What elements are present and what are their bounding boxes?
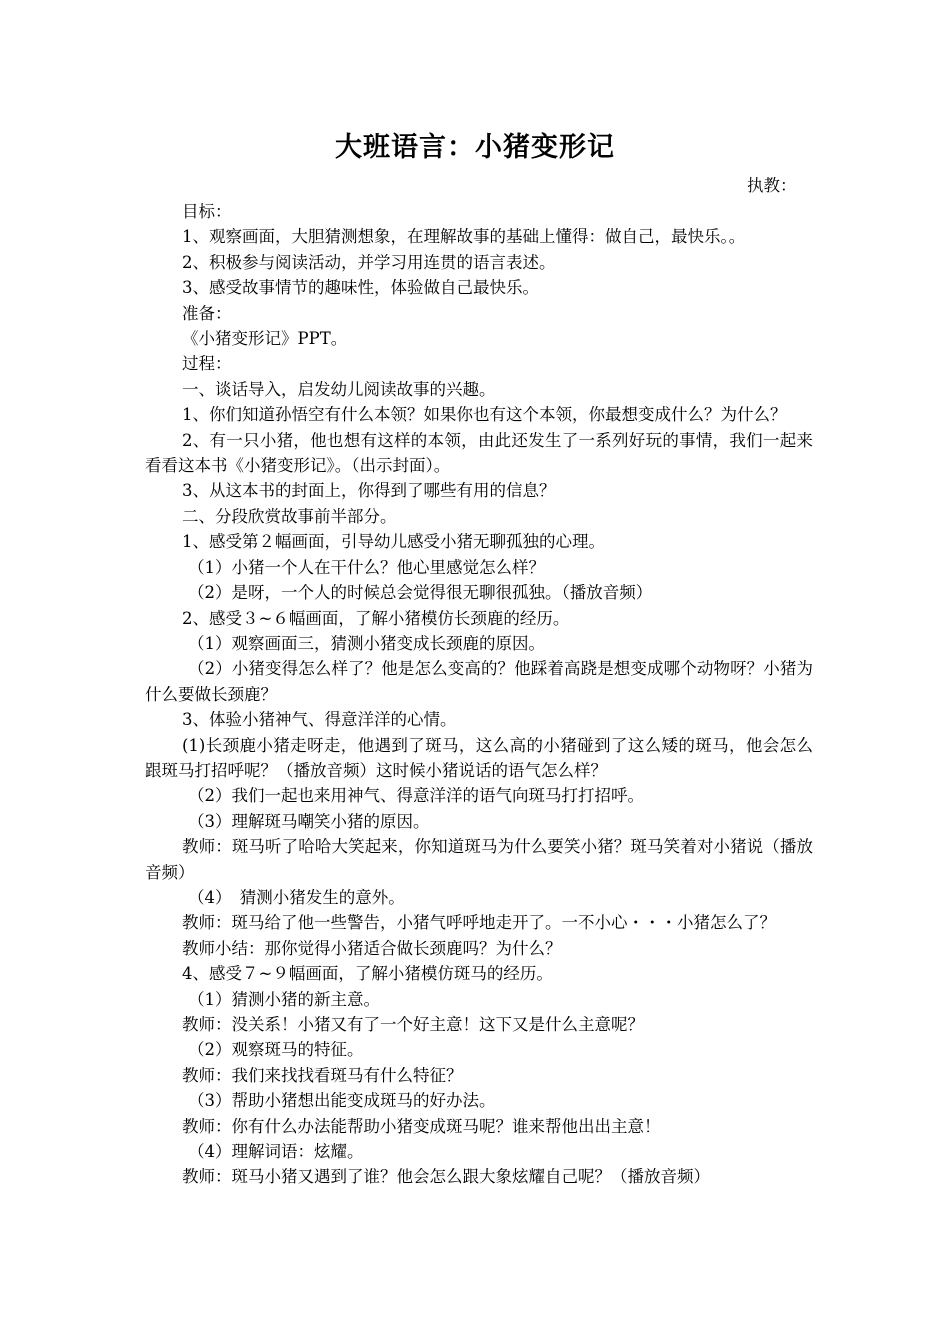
paragraph: 教师：我们来找找看斑马有什么特征？ [182, 1065, 463, 1085]
paragraph: 教师：斑马小猪又遇到了谁？他会怎么跟大象炫耀自己呢？（播放音频） [182, 1167, 710, 1187]
paragraph: (1)长颈鹿小猪走呀走，他遇到了斑马，这么高的小猪碰到了这么矮的斑马，他会怎么跟斑马打招呼呢？（播放音频）这时候小猪说话的语气怎么样？ [145, 735, 813, 780]
paragraph: 3、体验小猪神气、得意洋洋的心情。 [182, 710, 457, 730]
paragraph: 1、观察画面，大胆猜测想象，在理解故事的基础上懂得：做自己，最快乐。。 [182, 227, 746, 247]
paragraph: 4、感受７~９幅画面，了解小猪模仿斑马的经历。 [182, 964, 553, 984]
paragraph: 1、感受第２幅画面，引导幼儿感受小猪无聊孤独的心理。 [182, 532, 605, 552]
section-heading-process: 过程： [182, 354, 232, 374]
paragraph: 教师：没关系！小猪又有了一个好主意！这下又是什么主意呢？ [182, 1015, 644, 1034]
paragraph: 教师：斑马给了他一些警告，小猪气呼呼地走开了。一不小心・・・小猪怎么了？ [182, 913, 776, 933]
paragraph: （4）理解词语：炫耀。 [188, 1142, 364, 1162]
paragraph: 一、谈话导入，启发幼儿阅读故事的兴趣。 [182, 379, 496, 399]
paragraph: 二、分段欣赏故事前半部分。 [182, 506, 397, 526]
section-heading-goals: 目标： [182, 202, 232, 221]
paragraph: 3、感受故事情节的趣味性，体验做自己最快乐。 [182, 278, 539, 298]
paragraph: （2）我们一起也来用神气、得意洋洋的语气向斑马打打招呼。 [188, 786, 644, 806]
paragraph: （1）猜测小猪的新主意。 [188, 989, 380, 1009]
paragraph: 2、有一只小猪，他也想有这样的本领，由此还发生了一系列好玩的事情，我们一起来看看这本书《小猪变形记》。（出示封面）。 [145, 430, 813, 476]
paragraph: 教师小结：那你觉得小猪适合做长颈鹿吗？为什么？ [182, 938, 562, 958]
paragraph: （3）帮助小猪想出能变成斑马的好办法。 [188, 1091, 496, 1111]
paragraph: （1）小猪一个人在干什么？他心里感觉怎么样？ [188, 557, 545, 577]
paragraph: （3）理解斑马嘲笑小猪的原因。 [188, 811, 430, 831]
paragraph: 教师：斑马听了哈哈大笑起来，你知道斑马为什么要笑小猪？斑马笑着对小猪说（播放音频） [145, 837, 813, 882]
section-heading-preparation: 准备： [182, 303, 232, 323]
paragraph: （1）观察画面三，猜测小猪变成长颈鹿的原因。 [188, 633, 545, 653]
paragraph: （2）小猪变得怎么样了？他是怎么变高的？他踩着高跷是想变成哪个动物呀？小猪为什么要做长颈鹿？ [145, 659, 813, 704]
paragraph: （2）观察斑马的特征。 [188, 1040, 364, 1060]
document-title: 大班语言：小猪变形记 [335, 132, 615, 163]
paragraph: 1、你们知道孙悟空有什么本领？如果你也有这个本领，你最想变成什么？为什么？ [182, 405, 787, 425]
paragraph: 2、感受３~６幅画面，了解小猪模仿长颈鹿的经历。 [182, 608, 570, 628]
paragraph: 2、积极参与阅读活动，并学习用连贯的语言表述。 [182, 252, 556, 272]
teacher-label: 执教： [747, 176, 797, 195]
paragraph: 《小猪变形记》PPT。 [182, 329, 348, 349]
paragraph: 教师：你有什么办法能帮助小猪变成斑马呢？谁来帮他出出主意！ [182, 1116, 661, 1136]
paragraph: （4） 猜测小猪发生的意外。 [188, 887, 405, 907]
paragraph: （2）是呀，一个人的时候总会觉得很无聊很孤独。（播放音频） [188, 583, 653, 603]
paragraph: 3、从这本书的封面上，你得到了哪些有用的信息？ [182, 481, 556, 501]
document-body [145, 199, 813, 1190]
